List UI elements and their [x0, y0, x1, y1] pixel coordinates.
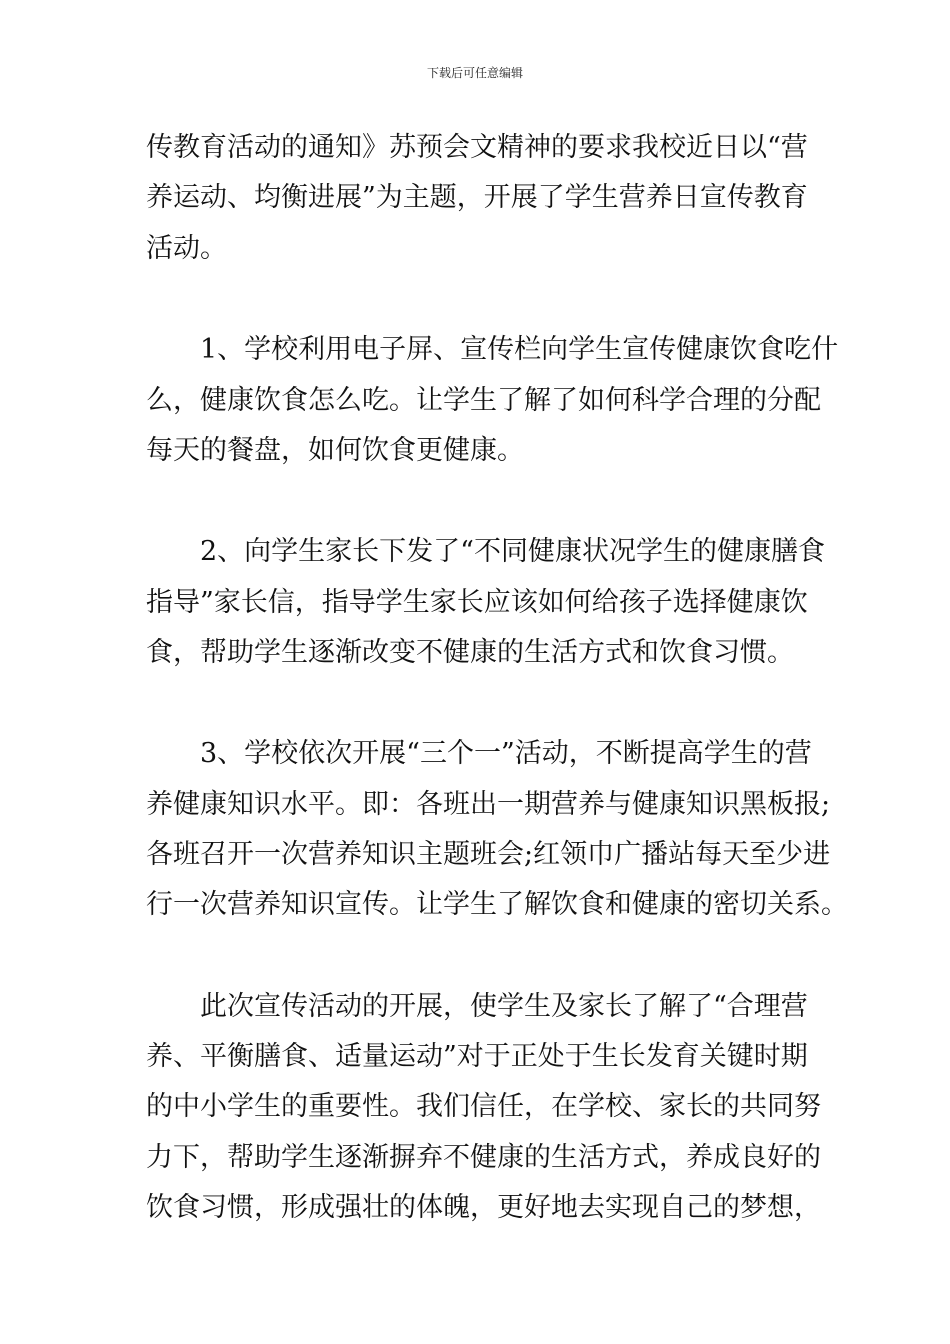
paragraph-1-line-3: 活动。 [146, 233, 227, 264]
paragraph-4-line-3: 各班召开一次营养知识主题班会;红领巾广播站每天至少进 [146, 839, 831, 870]
paragraph-4-line-4: 行一次营养知识宣传。让学生了解饮食和健康的密切关系。 [146, 889, 848, 920]
paragraph-1-line-1: 传教育活动的通知》苏预会文精神的要求我校近日以“营 [146, 132, 808, 163]
paragraph-2-line-2: 么，健康饮食怎么吃。让学生了解了如何科学合理的分配 [146, 385, 821, 416]
paragraph-2-line-1: 1、学校利用电子屏、宣传栏向学生宣传健康饮食吃什 [200, 334, 839, 365]
paragraph-3-line-1: 2、向学生家长下发了“不同健康状况学生的健康膳食 [200, 536, 825, 567]
paragraph-4-line-2: 养健康知识水平。即：各班出一期营养与健康知识黑板报; [146, 789, 831, 820]
paragraph-3-line-2: 指导”家长信，指导学生家长应该如何给孩子选择健康饮 [146, 587, 808, 618]
paragraph-4-line-1: 3、学校依次开展“三个一”活动，不断提高学生的营 [200, 738, 812, 769]
paragraph-1-line-2: 养运动、均衡进展”为主题，开展了学生营养日宣传教育 [146, 182, 808, 213]
paragraph-5-line-2: 养、平衡膳食、适量运动”对于正处于生长发育关键时期 [146, 1041, 808, 1072]
paragraph-5-line-5: 饮食习惯，形成强壮的体魄，更好地去实现自己的梦想， [146, 1192, 821, 1223]
paragraph-5-line-4: 力下，帮助学生逐渐摒弃不健康的生活方式，养成良好的 [146, 1142, 821, 1173]
paragraph-5-line-3: 的中小学生的重要性。我们信任，在学校、家长的共同努 [146, 1091, 821, 1122]
page-header: 下载后可任意编辑 [426, 66, 523, 80]
paragraph-2-line-3: 每天的餐盘，如何饮食更健康。 [146, 435, 524, 466]
paragraph-3-line-3: 食，帮助学生逐渐改变不健康的生活方式和饮食习惯。 [146, 637, 794, 668]
paragraph-5-line-1: 此次宣传活动的开展，使学生及家长了解了“合理营 [200, 991, 808, 1022]
